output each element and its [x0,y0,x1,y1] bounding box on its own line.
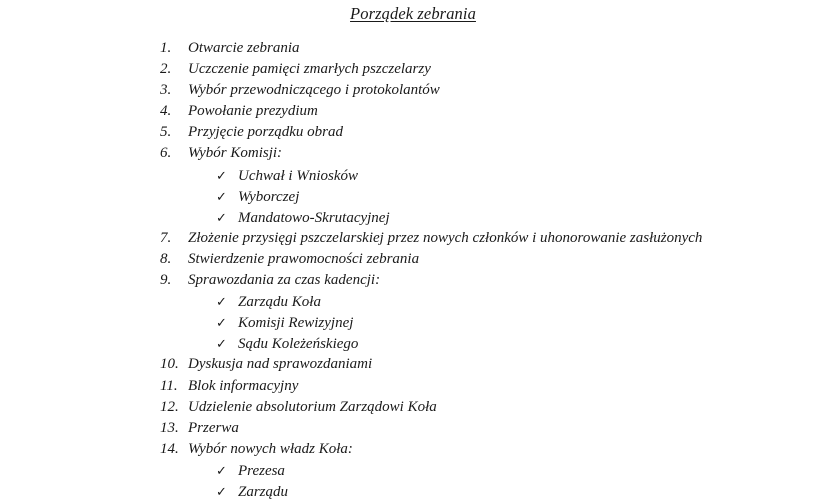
checkmark-icon: ✓ [216,188,227,204]
checkmark-icon: ✓ [216,294,227,310]
checkmark-icon: ✓ [216,336,227,352]
agenda-item-number: 12. [160,398,179,415]
agenda-item [160,101,702,122]
agenda-item-text: Otwarcie zebrania [188,40,300,56]
agenda-item-number: 1. [160,40,172,56]
agenda-item-text: Złożenie przysięgi pszczelarskiej przez nowych członków i uhonorowanie zasłużonych [188,229,703,246]
checkmark-icon: ✓ [216,483,227,499]
agenda-subitem [160,481,702,500]
agenda-item-number: 13. [160,419,179,436]
checkmark-icon: ✓ [216,315,227,331]
agenda-item-text: Wybór przewodniczącego i protokolantów [188,82,440,99]
agenda-subitem-text: Komisji Rewizyjnej [238,315,354,332]
agenda-item [160,228,702,249]
agenda-item-text: Wybór Komisji: [188,145,283,162]
agenda-subitem [160,460,702,481]
agenda-item-number: 11. [160,377,178,394]
agenda-item-number: 8. [160,250,172,267]
agenda-item-number: 5. [160,124,172,141]
agenda-item-text: Uczczenie pamięci zmarłych pszczelarzy [188,61,431,78]
agenda-subitem-text: Uchwał i Wniosków [238,167,358,184]
checkmark-icon: ✓ [216,167,227,183]
agenda-item [160,80,702,101]
agenda-subitem [160,207,702,228]
agenda-subitem [160,312,702,333]
agenda-item [160,38,702,59]
agenda-item [160,439,702,460]
agenda-item [160,376,702,397]
agenda-item-number: 9. [160,272,172,289]
checkmark-icon: ✓ [216,462,227,478]
agenda-item-text: Wybór nowych władz Koła: [188,440,353,457]
agenda-item-number: 7. [160,229,172,246]
agenda-item [160,418,702,439]
agenda-item-text: Przyjęcie porządku obrad [188,124,343,141]
agenda-list [160,38,702,500]
agenda-item-number: 6. [160,145,172,162]
checkmark-icon: ✓ [216,209,227,225]
agenda-subitem [160,186,702,207]
agenda-item-text: Stwierdzenie prawomocności zebrania [188,250,420,267]
agenda-item-number: 4. [160,103,172,120]
agenda-item-text: Udzielenie absolutorium Zarządowi Koła [188,398,437,415]
agenda-item-text: Dyskusja nad sprawozdaniami [188,356,373,373]
agenda-item [160,143,702,164]
agenda-item-text: Przerwa [188,419,239,436]
agenda-item-number: 2. [160,61,172,78]
document-title: Porządek zebrania [350,4,476,23]
agenda-subitem [160,291,702,312]
agenda-subitem [160,165,702,186]
agenda-item [160,249,702,270]
agenda-subitem-text: Sądu Koleżeńskiego [238,336,359,353]
agenda-item [160,354,702,375]
agenda-item-number: 3. [160,82,172,99]
agenda-subitem [160,333,702,354]
agenda-subitem-text: Zarządu Koła [238,294,321,311]
agenda-item [160,270,702,291]
agenda-item-text: Sprawozdania za czas kadencji: [188,272,381,289]
agenda-subitem-text: Wyborczej [238,188,300,205]
agenda-item-text: Powołanie prezydium [188,103,318,120]
agenda-item-text: Blok informacyjny [188,377,299,394]
agenda-subitem-text: Zarządu [238,483,289,500]
agenda-item [160,59,702,80]
agenda-item-number: 10. [160,356,179,373]
agenda-subitem-text: Mandatowo-Skrutacyjnej [238,209,390,226]
agenda-item [160,122,702,143]
agenda-item [160,397,702,418]
agenda-subitem-text: Prezesa [238,462,285,479]
agenda-item-number: 14. [160,440,179,457]
